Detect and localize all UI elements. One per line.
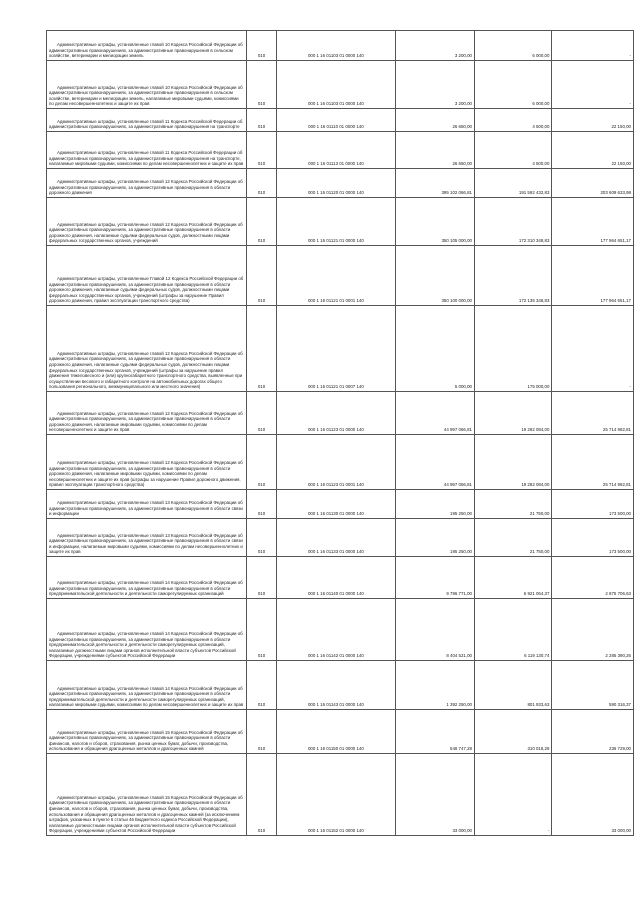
table-row	[47, 754, 634, 836]
row-name-cell	[47, 557, 247, 599]
table-row	[47, 61, 634, 109]
row-name-text: Административные штрафы, установленные главой 11 Кодекса Российской Федерации об административных правонарушениях, за административные правонарушения на транспорте	[49, 118, 243, 130]
row-kbk-cell: 000 1 16 01103 01 0000 140	[277, 31, 395, 61]
row-unexecuted-cell: 177 964 651,17	[552, 246, 634, 306]
row-unexecuted-cell: 173 500,00	[552, 519, 634, 557]
row-unexecuted-cell: 2 285 390,26	[552, 599, 634, 661]
row-executed-cell: -	[474, 754, 551, 836]
row-approved-cell: 9 796 771,00	[395, 557, 474, 599]
row-code-cell: 010	[246, 132, 277, 169]
table-row	[47, 710, 634, 754]
table-body	[47, 31, 634, 836]
row-name-cell	[47, 132, 247, 169]
row-approved-cell: 3 200,00	[395, 31, 474, 61]
row-unexecuted-cell: 25 714 982,81	[552, 392, 634, 435]
row-name-cell	[47, 61, 247, 109]
row-executed-cell: 19 282 084,00	[474, 435, 551, 490]
row-kbk-cell: 000 1 16 01121 01 0001 140	[277, 246, 395, 306]
row-code-cell: 010	[246, 246, 277, 306]
row-name-cell	[47, 246, 247, 306]
row-name-cell	[47, 754, 247, 836]
row-approved-cell: 350 100 000,00	[395, 246, 474, 306]
row-kbk-cell: 000 1 16 01103 01 0000 140	[277, 61, 395, 109]
row-name-cell	[47, 109, 247, 132]
row-approved-cell: 395 102 066,81	[395, 169, 474, 198]
row-kbk-cell: 000 1 16 01150 01 0000 140	[277, 710, 395, 754]
row-approved-cell: 546 747,28	[395, 710, 474, 754]
row-executed-cell: 6 000,00	[474, 61, 551, 109]
row-executed-cell: 6 119 130,74	[474, 599, 551, 661]
row-code-cell: 010	[246, 306, 277, 392]
row-name-text: Административные штрафы, установленные главой 15 Кодекса Российской Федерации об административных правонарушениях, за административные правонарушения в области финансов, налогов и сборов, страхования, рынка ценных бумаг, добычи, производства, использования и обращения драгоценных металлов и драгоценных камней	[49, 729, 243, 752]
row-name-text: Административные штрафы, установленные главой 10 Кодекса Российской Федерации об административных правонарушениях, за административные правонарушения в сельском хозяйстве, ветеринарии и мелиорации земель, налагаемые мировыми судьями, комиссиями по делам несовершеннолетних и защите их прав	[49, 84, 243, 107]
row-unexecuted-cell: 22 150,00	[552, 109, 634, 132]
row-code-cell: 010	[246, 61, 277, 109]
row-name-text: Административные штрафы, установленные главой 14 Кодекса Российской Федерации об административных правонарушениях, за административные правонарушения в области предпринимательской деятельности и деятельности саморегулируемых организаций, налагаемые мировыми судьями, комиссиями по делам несовершеннолетних и защите их прав	[49, 685, 244, 708]
row-name-cell	[47, 169, 247, 198]
row-code-cell: 010	[246, 31, 277, 61]
row-code-cell: 010	[246, 754, 277, 836]
row-code-cell: 010	[246, 519, 277, 557]
row-kbk-cell: 000 1 16 01143 01 0000 140	[277, 661, 395, 710]
row-approved-cell: 44 997 066,81	[395, 435, 474, 490]
row-name-text: Административные штрафы, установленные главой 12 Кодекса Российской Федерации об административных правонарушениях, за административные правонарушения в области дорожного движения	[49, 179, 243, 196]
row-approved-cell: 8 404 521,00	[395, 599, 474, 661]
row-executed-cell: 191 592 432,83	[474, 169, 551, 198]
row-name-cell	[47, 710, 247, 754]
row-code-cell: 010	[246, 710, 277, 754]
row-name-text: Административные штрафы, установленные главой 13 Кодекса Российской Федерации об административных правонарушениях, за административные правонарушения в области связи и информации, налагаемые мировыми судьями, комиссиями по делам несовершеннолетних и защите их прав	[49, 532, 243, 555]
row-name-text: Административные штрафы, установленные главой 15 Кодекса Российской Федерации об административных правонарушениях, за административные правонарушения в области финансов, налогов и сборов, страхования, рынка ценных бумаг, добычи, производства, использования и обращения драгоценных металлов и драгоценных камней (за исключением штрафов, указанных в пункте 6 статьи 46 Бюджетного кодекса Российской Федерации), налагаемые должностными лицами органов исполнительной власти субъектов Российской Федерации, учреждениями субъектов Российской Федерации	[49, 794, 243, 834]
row-name-text: Административные штрафы, установленные главой 12 Кодекса Российской Федерации об административных правонарушениях, за административные правонарушения в области дорожного движения, налагаемые мировыми судьями, комиссиями по делам несовершеннолетних и защите их прав	[49, 410, 243, 433]
row-name-cell	[47, 519, 247, 557]
row-unexecuted-cell: -	[552, 306, 634, 392]
row-code-cell: 010	[246, 490, 277, 519]
row-name-cell	[47, 306, 247, 392]
table-row	[47, 661, 634, 710]
revenue-table	[46, 30, 634, 836]
row-name-text: Административные штрафы, установленные главой 14 Кодекса Российской Федерации об административных правонарушениях, за административные правонарушения в области предпринимательской деятельности и деятельности саморегулируемых организаций	[49, 580, 243, 597]
row-approved-cell: 5 000,00	[395, 306, 474, 392]
row-kbk-cell: 000 1 16 01152 01 0000 140	[277, 754, 395, 836]
row-kbk-cell: 000 1 16 01120 01 0000 140	[277, 169, 395, 198]
row-unexecuted-cell: 236 729,00	[552, 710, 634, 754]
table-row	[47, 306, 634, 392]
row-kbk-cell: 000 1 16 01121 01 0007 140	[277, 306, 395, 392]
row-kbk-cell: 000 1 16 01123 01 0000 140	[277, 392, 395, 435]
table-row	[47, 557, 634, 599]
row-executed-cell: 310 018,28	[474, 710, 551, 754]
row-name-cell	[47, 661, 247, 710]
row-executed-cell: 801 933,63	[474, 661, 551, 710]
row-executed-cell: 172 310 348,83	[474, 198, 551, 246]
row-code-cell: 010	[246, 557, 277, 599]
row-unexecuted-cell: 173 500,00	[552, 490, 634, 519]
row-name-cell	[47, 599, 247, 661]
table-row	[47, 109, 634, 132]
row-name-text: Административные штрафы, установленные главой 14 Кодекса Российской Федерации об административных правонарушениях, за административные правонарушения в области предпринимательской деятельности и деятельности саморегулируемых организаций, налагаемые должностными лицами органов исполнительной власти субъектов Российской Федерации, учреждениями субъектов Российской Федерации	[49, 631, 243, 659]
row-name-cell	[47, 31, 247, 61]
row-name-cell	[47, 435, 247, 490]
row-approved-cell: 1 392 250,00	[395, 661, 474, 710]
row-name-text: Административные штрафы, установленные главой 12 Кодекса Российской Федерации об административных правонарушениях, за административные правонарушения в области дорожного движения, налагаемые мировыми судьями, комиссиями по делам несовершеннолетних и защите их прав (штрафы за нарушение Правил дорожного движения, правил эксплуатации транспортного средства)	[49, 460, 243, 488]
row-executed-cell: 4 500,00	[474, 132, 551, 169]
table-row	[47, 490, 634, 519]
row-name-text: Административные штрафы, установленные Главой 12 Кодекса Российской Федерации об административных правонарушениях, за административные правонарушения в области дорожного движения, налагаемые судьями федеральных судов, должностными лицами федеральных государственных органов, учреждений (штрафы за нарушение Правил дорожного движения, правил эксплуатации транспортного средства)	[49, 276, 244, 304]
row-code-cell: 010	[246, 599, 277, 661]
row-kbk-cell: 000 1 16 01123 01 0001 140	[277, 435, 395, 490]
row-executed-cell: 4 500,00	[474, 109, 551, 132]
row-code-cell: 010	[246, 435, 277, 490]
row-executed-cell: 172 135 348,83	[474, 246, 551, 306]
row-approved-cell: 3 200,00	[395, 61, 474, 109]
row-kbk-cell: 000 1 16 01133 01 0000 140	[277, 519, 395, 557]
table-row	[47, 132, 634, 169]
row-unexecuted-cell: -	[552, 61, 634, 109]
row-name-text: Административные штрафы, установленные главой 13 Кодекса Российской Федерации об административных правонарушениях, за административные правонарушения в области связи и информации	[49, 500, 243, 517]
row-name-text: Административные штрафы, установленные главой 11 Кодекса Российской Федерации об административных правонарушениях, за административные правонарушения на транспорте, налагаемые мировыми судьями, комиссиями по делам несовершеннолетних и защите их прав	[49, 150, 244, 167]
row-executed-cell: 19 282 084,00	[474, 392, 551, 435]
table-row	[47, 435, 634, 490]
table-row	[47, 198, 634, 246]
table-row	[47, 31, 634, 61]
row-unexecuted-cell: 22 150,00	[552, 132, 634, 169]
row-code-cell: 010	[246, 198, 277, 246]
row-code-cell: 010	[246, 661, 277, 710]
row-code-cell: 010	[246, 392, 277, 435]
row-name-text: Административные штрафы, установленные главой 10 Кодекса Российской Федерации об административных правонарушениях, за административные правонарушения в сельском хозяйстве, ветеринарии и мелиорации земель	[49, 42, 243, 59]
row-executed-cell: 21 750,00	[474, 519, 551, 557]
row-kbk-cell: 000 1 16 01121 01 0000 140	[277, 198, 395, 246]
table-row	[47, 169, 634, 198]
row-kbk-cell: 000 1 16 01140 01 0000 140	[277, 557, 395, 599]
row-name-cell	[47, 198, 247, 246]
table-row	[47, 599, 634, 661]
table-row	[47, 519, 634, 557]
row-approved-cell: 350 105 000,00	[395, 198, 474, 246]
row-name-text: Административные штрафы, установленные главой 12 Кодекса Российской Федерации об административных правонарушениях, за административные правонарушения в области дорожного движения, налагаемые судьями федеральных судов, должностными лицами федеральных государственных органов, учреждений	[49, 221, 243, 244]
row-kbk-cell: 000 1 16 01130 01 0000 140	[277, 490, 395, 519]
row-approved-cell: 195 250,00	[395, 490, 474, 519]
row-approved-cell: 26 650,00	[395, 132, 474, 169]
row-name-cell	[47, 490, 247, 519]
row-approved-cell: 44 997 066,81	[395, 392, 474, 435]
row-executed-cell: 175 000,00	[474, 306, 551, 392]
row-code-cell: 010	[246, 169, 277, 198]
row-kbk-cell: 000 1 16 01113 01 0000 140	[277, 132, 395, 169]
row-unexecuted-cell: 590 316,37	[552, 661, 634, 710]
row-executed-cell: 6 921 064,37	[474, 557, 551, 599]
row-unexecuted-cell: -	[552, 31, 634, 61]
row-unexecuted-cell: 33 000,00	[552, 754, 634, 836]
row-approved-cell: 33 000,00	[395, 754, 474, 836]
row-name-text: Административные штрафы, установленные главой 12 Кодекса Российской Федерации об административных правонарушениях, за административные правонарушения в области дорожного движения, налагаемые судьями федеральных судов, должностными лицами федеральных государственных органов, учреждений (штрафы за нарушение правил движения тяжеловесного и (или) крупногабаритного транспортного средства, выявленные при осуществлении весового и габаритного контроля на автомобильных дорогах общего пользования регионального, межмуниципального или местного значения)	[49, 350, 243, 390]
row-unexecuted-cell: 203 609 633,98	[552, 169, 634, 198]
row-unexecuted-cell: 177 964 651,17	[552, 198, 634, 246]
row-kbk-cell: 000 1 16 01110 01 0000 140	[277, 109, 395, 132]
table-row	[47, 392, 634, 435]
row-unexecuted-cell: 2 875 706,63	[552, 557, 634, 599]
row-unexecuted-cell: 25 714 982,81	[552, 435, 634, 490]
row-kbk-cell: 000 1 16 01142 01 0000 140	[277, 599, 395, 661]
row-executed-cell: 21 750,00	[474, 490, 551, 519]
row-name-cell	[47, 392, 247, 435]
row-approved-cell: 26 650,00	[395, 109, 474, 132]
row-approved-cell: 195 250,00	[395, 519, 474, 557]
row-executed-cell: 6 000,00	[474, 31, 551, 61]
table-row	[47, 246, 634, 306]
row-code-cell: 010	[246, 109, 277, 132]
